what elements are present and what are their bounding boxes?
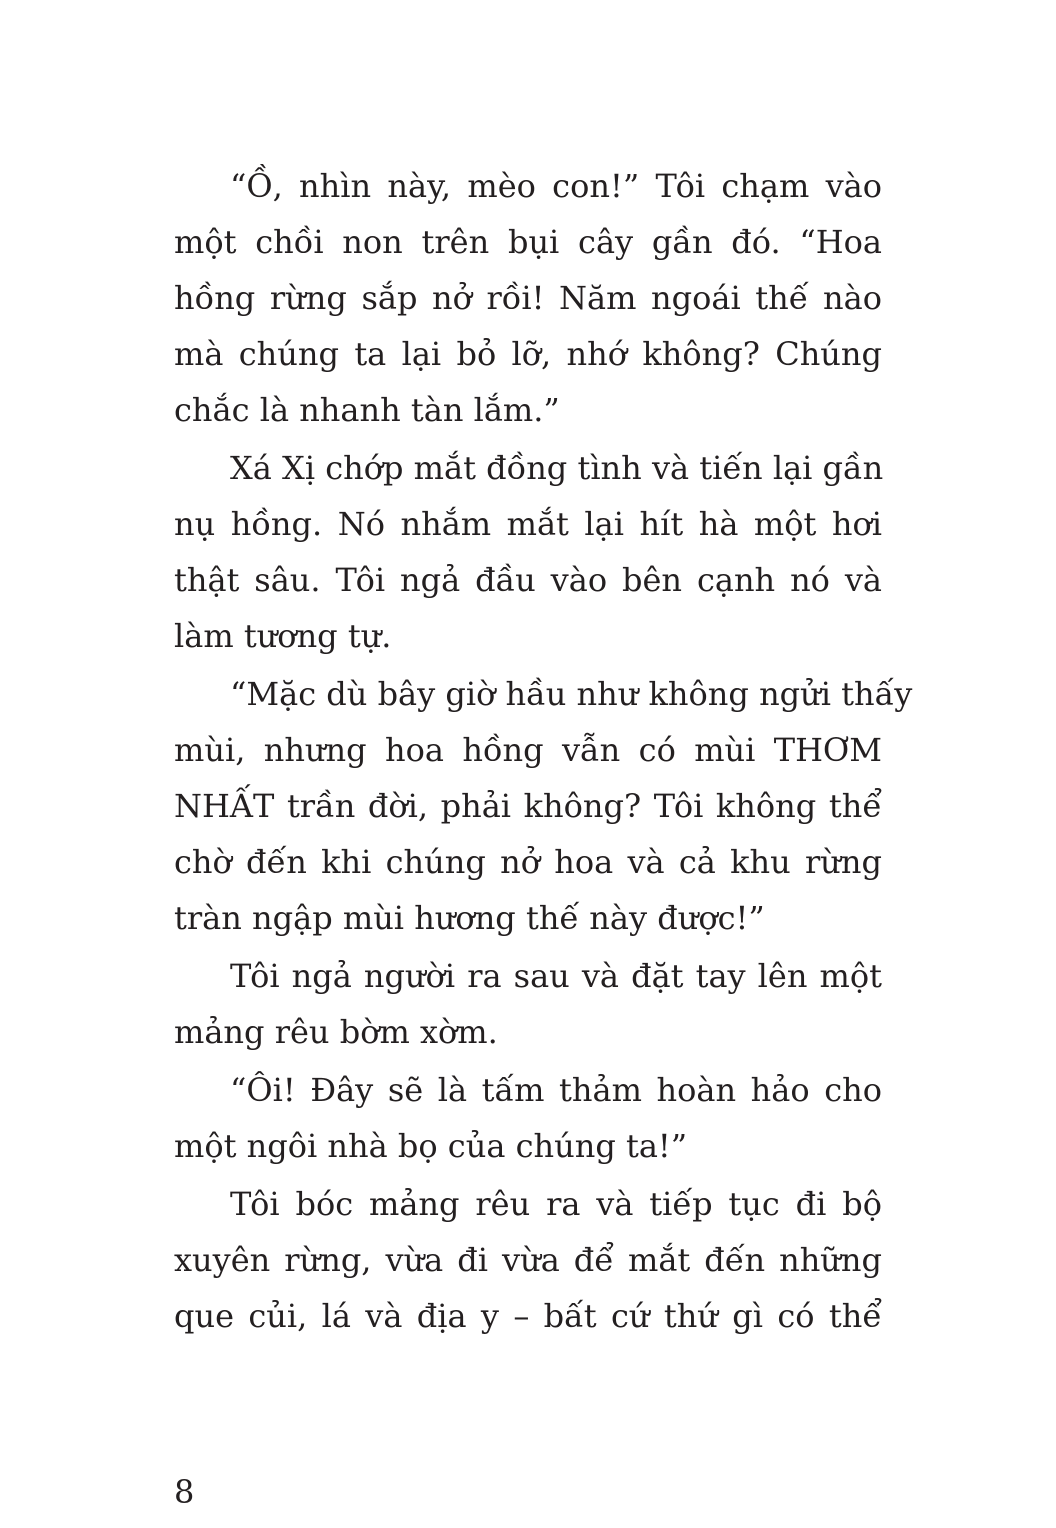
paragraph-6	[174, 1176, 882, 1344]
paragraph-5	[174, 1062, 882, 1174]
text-line: chờ đến khi chúng nở hoa và cả khu rừng	[174, 843, 882, 881]
body-text	[174, 158, 913, 1346]
text-line: Tôi ngả người ra sau và đặt tay lên một	[230, 957, 882, 995]
paragraph-3	[174, 666, 913, 946]
text-line: “Ồ, nhìn này, mèo con!” Tôi chạm vào	[230, 167, 882, 205]
text-line: “Mặc dù bây giờ hầu như không ngửi thấy	[230, 675, 913, 713]
text-line: NHẤT trần đời, phải không? Tôi không thể	[174, 787, 882, 825]
text-line: mảng rêu bờm xờm.	[174, 1013, 498, 1051]
paragraph-1	[174, 158, 882, 438]
text-line: làm tương tự.	[174, 617, 392, 655]
text-line: xuyên rừng, vừa đi vừa để mắt đến những	[174, 1241, 882, 1279]
text-line: Tôi bóc mảng rêu ra và tiếp tục đi bộ	[230, 1185, 882, 1223]
text-line: tràn ngập mùi hương thế này được!”	[174, 899, 765, 937]
text-line: mùi, nhưng hoa hồng vẫn có mùi THƠM	[174, 731, 882, 769]
paragraph-2	[174, 440, 882, 664]
paragraph-4	[174, 948, 882, 1060]
text-line: que củi, lá và địa y – bất cứ thứ gì có thể	[174, 1297, 882, 1335]
text-line: hồng rừng sắp nở rồi! Năm ngoái thế nào	[174, 279, 882, 317]
text-line: thật sâu. Tôi ngả đầu vào bên cạnh nó và	[174, 561, 882, 599]
text-line: chắc là nhanh tàn lắm.”	[174, 391, 560, 429]
page-number: 8	[174, 1473, 195, 1511]
text-line: “Ôi! Đây sẽ là tấm thảm hoàn hảo cho	[230, 1071, 882, 1109]
text-line: Xá Xị chớp mắt đồng tình và tiến lại gần	[230, 449, 884, 487]
text-line: nụ hồng. Nó nhắm mắt lại hít hà một hơi	[174, 505, 882, 543]
text-line: một ngôi nhà bọ của chúng ta!”	[174, 1127, 688, 1165]
text-line: mà chúng ta lại bỏ lỡ, nhớ không? Chúng	[174, 335, 882, 373]
text-line: một chồi non trên bụi cây gần đó. “Hoa	[174, 223, 882, 261]
